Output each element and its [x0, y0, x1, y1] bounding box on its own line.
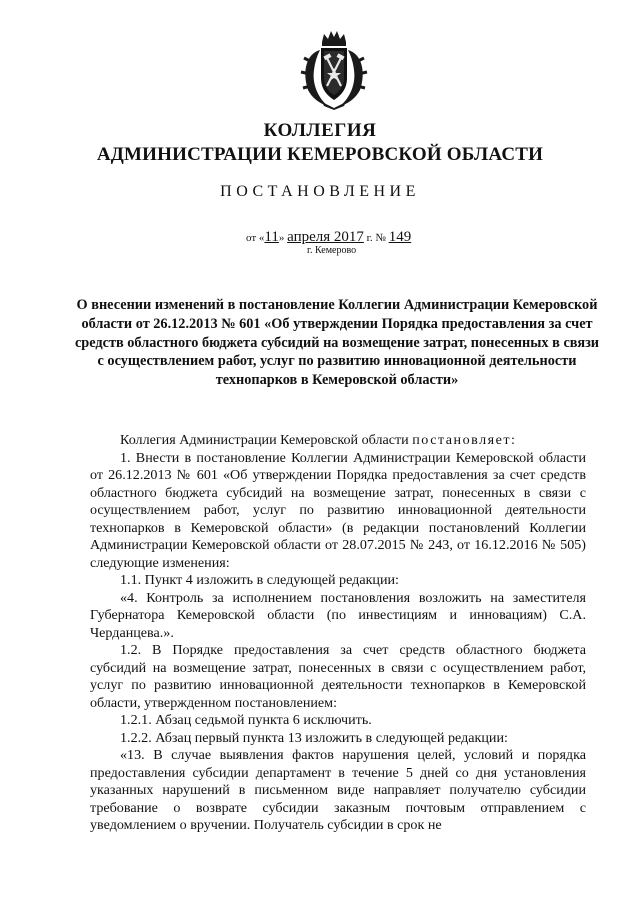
org-name-line2: АДМИНИСТРАЦИИ КЕМЕРОВСКОЙ ОБЛАСТИ [96, 144, 544, 165]
body-paragraph: «4. Контроль за исполнением постановления возложить на заместителя Губернатора Кемеровской области (по инвестициям и инновациям) С.А. Черданцева.». [90, 589, 586, 641]
document-title: О внесении изменений в постановление Коллегии Администрации Кемеровской области от 26.12.2013 № 601 «Об утверждении Порядка предоставления за счет средств областного бюджета субсидий на возмещение затрат, понесенных в связи с осуществлением работ, услуг по развитию инновационной деятельности технопарков в Кемеровской области» [74, 297, 600, 389]
date-line [246, 229, 411, 246]
date-mid: » [278, 232, 285, 244]
body-paragraph: 1.2.2. Абзац первый пункта 13 изложить в следующей редакции: [120, 729, 508, 746]
body-paragraph: 1.2. В Порядке предоставления за счет средств областного бюджета субсидий на возмещение затрат, понесенных в связи с осуществлением работ, услуг по развитию инновационной деятельности технопарков в Кемеровской области, утвержденном постановлением: [90, 642, 586, 711]
kemerovo-coat-of-arms-icon [298, 28, 370, 110]
intro-lead: Коллегия Администрации Кемеровской области [120, 432, 413, 448]
document-body [90, 432, 586, 835]
date-prefix: от « [246, 232, 265, 244]
org-name-line1: КОЛЛЕГИЯ [263, 120, 377, 141]
intro-verb: постановляет: [412, 432, 517, 448]
body-paragraph: 1. Внести в постановление Коллегии Администрации Кемеровской области от 26.12.2013 № 601 «Об утверждении Порядка предоставления за счет средств областного бюджета субсидий на возмещение затрат, понесенных в связи с осуществлением работ, услуг по развитию инновационной деятельности технопарков в Кемеровской области» (в редакции постановлений Коллегии Администрации Кемеровской области от 28.07.2015 № 243, от 16.12.2016 № 505) следующие изменения: [90, 449, 586, 571]
body-paragraph: 1.2.1. Абзац седьмой пункта 6 исключить. [120, 712, 372, 728]
intro-paragraph [90, 432, 586, 450]
body-paragraph: 1.1. Пункт 4 изложить в следующей редакции: [120, 572, 399, 588]
date-day: 11 [264, 229, 279, 245]
document-type: ПОСТАНОВЛЕНИЕ [220, 183, 420, 200]
body-paragraph: «13. В случае выявления фактов нарушения целей, условий и порядка предоставления субсидии департамент в течение 5 дней со дня установления указанных нарушений в письменном виде направляет получателю субсидии требование о возврате субсидии заказным почтовым отправлением с уведомлением о вручении. Получатель субсидии в срок не [90, 747, 586, 833]
city: г. Кемерово [307, 245, 357, 256]
document-number: 149 [388, 229, 412, 245]
date-month-year: апреля 2017 [287, 229, 364, 245]
date-suffix: г. № [366, 232, 386, 244]
